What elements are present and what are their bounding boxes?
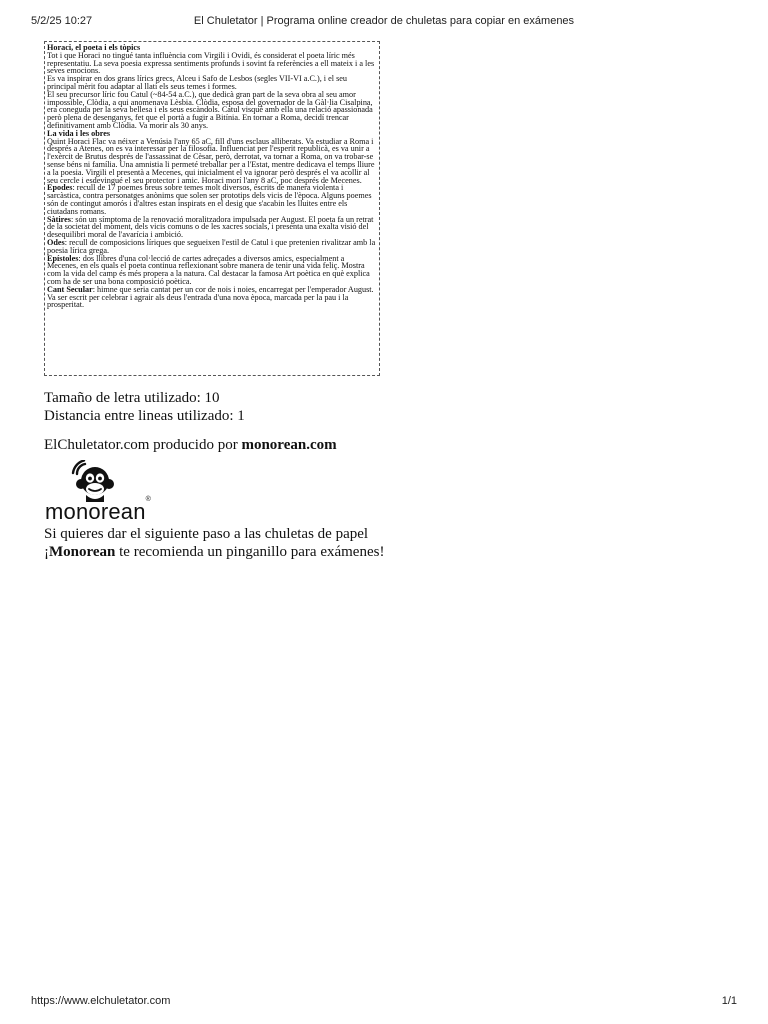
- promo-line-1: Si quieres dar el siguiente paso a las chuletas de papel: [44, 526, 369, 542]
- intro-paragraph: Tot i que Horaci no tingué tanta influència com Virgili i Ovidi, és considerat el poeta líric més representatiu. La seva poesia expressa sentiments profunds i sovint fa referències a ell mateix i a les seves emocions.: [47, 50, 375, 76]
- print-url: https://www.elchuletator.com: [31, 995, 171, 1007]
- producer-link[interactable]: monorean.com: [241, 437, 337, 453]
- work-item: [47, 184, 377, 215]
- work-term: Sàtires: [47, 214, 71, 224]
- monkey-headphones-icon: [71, 460, 119, 502]
- work-term: Cant Secular: [47, 284, 93, 294]
- logo-wordmark: monorean®: [45, 495, 152, 524]
- monorean-logo[interactable]: [44, 458, 174, 524]
- work-item: [47, 255, 377, 286]
- work-item: [47, 239, 377, 255]
- work-text: : dos llibres d'una col·lecció de cartes adreçades a diversos amics, especialment a Mecenes, en els quals el poeta continua reflexionant sobre manera de tenir una vida feliç. Mostra com la vida del camp és més propera a la natura. Cal destacar la famosa Art poètica en què explica com ha de ser una bona composició poètica.: [47, 253, 370, 286]
- print-page-title: El Chuletator | Programa online creador de chuletas para copiar en exámenes: [193, 15, 575, 27]
- cheat-sheet-heading: Horaci, el poeta i els tòpics: [47, 43, 141, 52]
- section-title: La vida i les obres: [47, 128, 111, 138]
- intro-paragraph: El seu precursor líric fou Catul (~84-54 a.C.), que dedicà gran part de la seva obra al seu amor impossible, Clòdia, a qui anomenava Lèsbia. Clòdia, esposa del governador de la Gàl·lia Cisalpina, era coneguda per la seva bellesa i els seus escàndols. Catul visqué amb ella una relació apassionada però plena de desenganys, fet que el portà a fugir a Bitínia. En tornar a Roma, decidí trencar definitivament amb Clòdia. Va morir als 30 anys.: [47, 89, 373, 130]
- life-paragraph: Quint Horaci Flac va néixer a Venúsia l'any 65 aC, fill d'uns esclaus alliberats. Va estudiar a Roma i després a Atenes, on es va interessar per la filosofia. Influenciat per l'esperit republicà, es va unir a l'exèrcit de Brutus després de l'assassinat de Cèsar, però, derrotat, va tornar a Roma, on va trobar-se sense béns ni família. Una amnistia li permeté treballar per a l'Estat, mentre dedicava el temps lliure a la poesia. Virgili el presentà a Mecenes, qui inicialment el va ignorar però després el va acollir al seu cercle i esdevingué el seu protector i amic. Horaci morí l'any 8 aC, poc després de Mecenes.: [47, 136, 375, 185]
- cheat-sheet: [44, 41, 380, 376]
- print-date: 5/2/25 10:27: [31, 15, 93, 27]
- work-term: Epodes: [47, 183, 73, 193]
- font-size-setting: Tamaño de letra utilizado: 10: [44, 390, 220, 406]
- work-text: : recull de composicions líriques que segueixen l'estil de Catul i que pretenien rivalitzar amb la poesia lírica grega.: [47, 237, 376, 255]
- producer-line: [44, 437, 337, 454]
- settings-info: [44, 389, 245, 425]
- promo-line-2: ¡Monorean te recomienda un pinganillo para exámenes!: [44, 544, 385, 560]
- promo-text: [44, 525, 384, 561]
- promo-brand: Monorean: [49, 544, 116, 560]
- work-term: Odes: [47, 237, 65, 247]
- work-item: [47, 286, 377, 309]
- work-item: [47, 216, 377, 239]
- work-term: Epístoles: [47, 253, 79, 263]
- work-text: : són un símptoma de la renovació moralitzadora impulsada per August. El poeta fa un retrat de la societat del moment, dels vicis comuns o de les xacres socials, i presenta una exalta visió del desequilibri moral de l'avarícia i ambició.: [47, 214, 374, 240]
- print-page-number: 1/1: [721, 995, 737, 1007]
- work-text: : recull de 17 poemes breus sobre temes molt diversos, escrits de manera violenta i sarcàstica, contra personatges anònims que solen ser prototips dels vicis de l'època. Alguns poemes són de contingut amorós i d'altres estan inspirats en el desig que s'acabin les lluites entre els ciutadans romans.: [47, 183, 372, 216]
- producer-prefix: ElChuletator.com producido por: [44, 437, 242, 453]
- intro-paragraph: Es va inspirar en dos grans lírics grecs, Alceu i Safo de Lesbos (segles VII-VI a.C.), i el seu principal mèrit fou adaptar al llatí els seus temes i formes.: [47, 74, 347, 91]
- line-spacing-setting: Distancia entre lineas utilizado: 1: [44, 408, 245, 424]
- work-text: : himne que seria cantat per un cor de nois i noies, encarregat per l'emperador August. Va ser escrit per celebrar i agrair als deus l'entrada d'una nova època, marcada per la pau i la prosperitat.: [47, 284, 374, 310]
- print-header: [0, 15, 768, 31]
